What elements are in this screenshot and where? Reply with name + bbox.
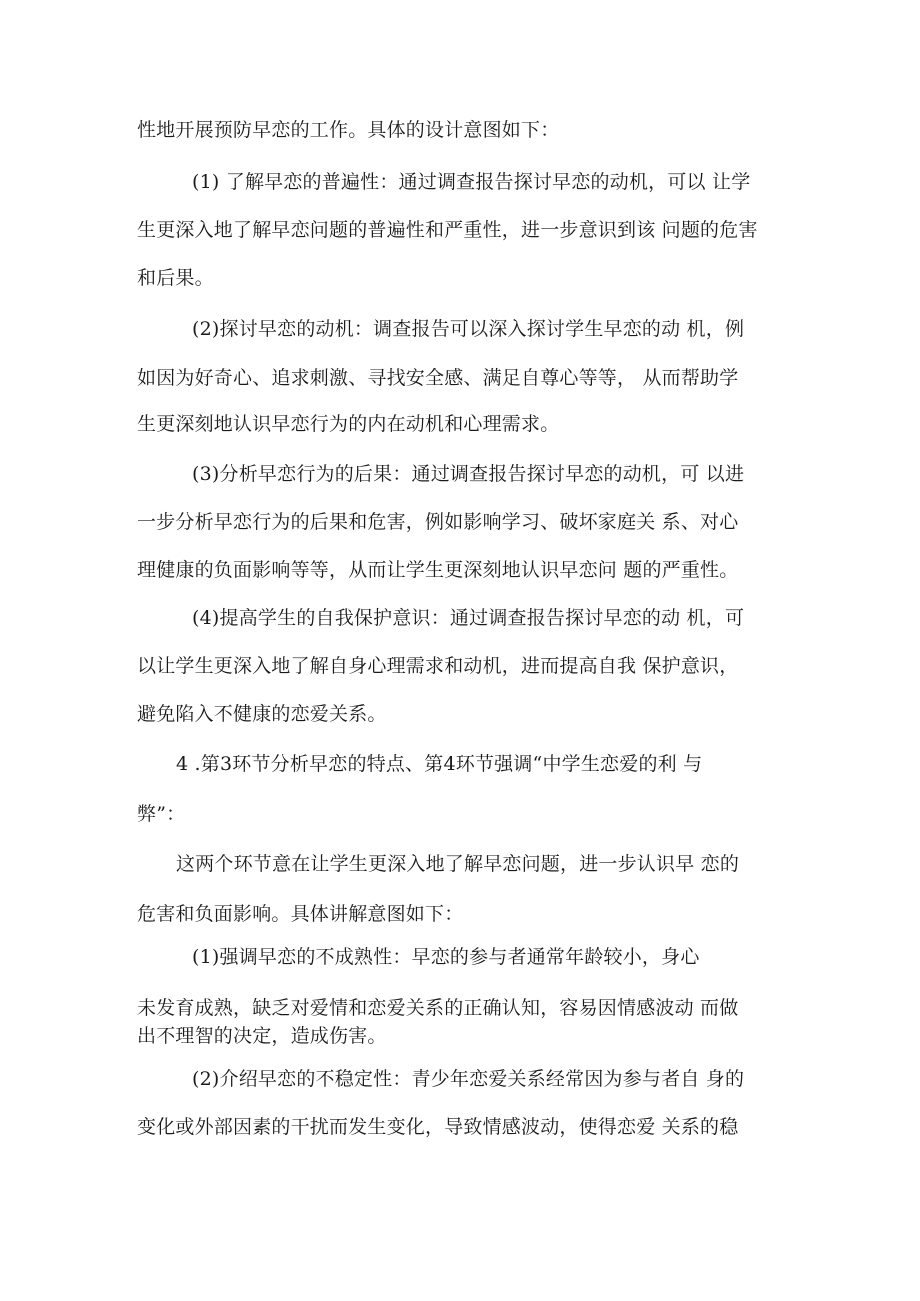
text-line: 这两个环节意在让学生更深入地了解早恋问题，进一步认识早 恋的	[176, 853, 740, 875]
text-line: 性地开展预防早恋的工作。具体的设计意图如下：	[137, 119, 560, 141]
section-heading: 4 .第3环节分析早恋的特点、第4环节强调“中学生恋爱的利 与	[176, 753, 703, 775]
text-line: 未发育成熟，缺乏对爱情和恋爱关系的正确认知，容易因情感波动 而做	[137, 997, 739, 1019]
text-line: 弊”：	[137, 803, 186, 825]
text-line: (4)提高学生的自我保护意识：通过调查报告探讨早恋的动 机，可	[192, 607, 745, 629]
text-line: 理健康的负面影响等等，从而让学生更深刻地认识早恋问 题的严重性。	[137, 559, 739, 581]
text-line: (2)介绍早恋的不稳定性：青少年恋爱关系经常因为参与者自 身的	[192, 1068, 745, 1090]
text-line: 生更深入地了解早恋问题的普遍性和严重性，进一步意识到该 问题的危害	[137, 219, 758, 241]
text-line: (1)强调早恋的不成熟性：早恋的参与者通常年龄较小，身心	[192, 946, 700, 968]
text-line: 和后果。	[137, 267, 214, 289]
text-line: (2)探讨早恋的动机：调查报告可以深入探讨学生早恋的动 机，例	[192, 318, 745, 340]
text-line: 以让学生更深入地了解自身心理需求和动机，进而提高自我 保护意识，	[137, 655, 739, 677]
text-line: 避免陷入不健康的恋爱关系。	[137, 703, 387, 725]
text-line: 出不理智的决定，造成伤害。	[137, 1025, 387, 1047]
text-line: 一步分析早恋行为的后果和危害，例如影响学习、破坏家庭关 系、对心	[137, 511, 739, 533]
text-line: 生更深刻地认识早恋行为的内在动机和心理需求。	[137, 413, 560, 435]
text-line: 危害和负面影响。具体讲解意图如下：	[137, 903, 464, 925]
text-line: (3)分析早恋行为的后果：通过调查报告探讨早恋的动机，可 以进	[192, 463, 745, 485]
text-line: 变化或外部因素的干扰而发生变化，导致情感波动，使得恋爱 关系的稳	[137, 1116, 739, 1138]
text-line: (1) 了解早恋的普遍性：通过调查报告探讨早恋的动机，可以 让学	[192, 171, 751, 193]
text-line: 如因为好奇心、追求刺激、寻找安全感、满足自尊心等等， 从而帮助学	[137, 367, 739, 389]
